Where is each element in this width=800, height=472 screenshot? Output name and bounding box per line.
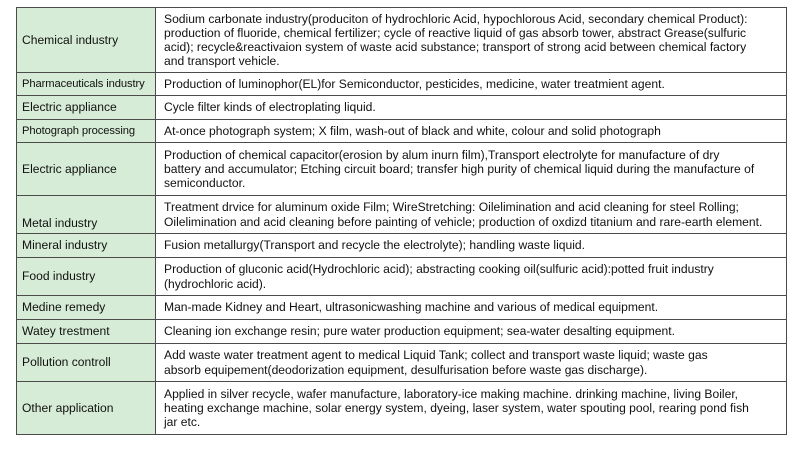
description-line: acid); recycle&reactivaion system of waste acid substance; transport of strong acid between chemical factory <box>164 40 747 54</box>
description-cell <box>156 382 787 435</box>
description-line: Add waste water treatment agent to medical Liquid Tank; collect and transport waste liquid; waste gas <box>164 348 708 363</box>
description-line: Production of luminophor(EL)for Semiconductor, pesticides, medicine, water treatmient agent. <box>164 76 665 91</box>
description-line: Oilelimination and acid cleaning before painting of vehicle; production of oxdizd titanium and rare-earth element. <box>164 214 763 229</box>
description-cell <box>156 73 787 96</box>
category-cell: Mineral industry <box>17 234 156 258</box>
description-line: Sodium carbonate industry(produciton of hydrochloric Acid, hypochlorous Acid, secondary chemical Product): <box>164 11 748 26</box>
description-line: Cycle filter kinds of electroplating liquid. <box>164 100 376 115</box>
table-row <box>17 8 787 73</box>
table-row <box>17 120 787 143</box>
description-line: Fusion metallurgy(Transport and recycle the electrolyte); handling waste liquid. <box>164 238 586 253</box>
description-line: and transport vehicle. <box>164 54 280 69</box>
description-cell <box>156 344 787 382</box>
description-cell <box>156 96 787 120</box>
description-line: Applied in silver recycle, wafer manufacture, laboratory-ice making machine. drinking machine, living Boiler, <box>164 386 739 401</box>
description-line: At-once photograph system; X film, wash-out of black and white, colour and solid photograph <box>164 123 661 138</box>
description-line: Production of chemical capacitor(erosion by alum inurn film),Transport electrolyte for manufacture of dry <box>164 147 720 162</box>
description-line: Production of gluconic acid(Hydrochloric acid); abstracting cooking oil(sulfuric acid):potted fruit industry <box>164 262 714 277</box>
description-cell <box>156 296 787 320</box>
category-cell: Medine remedy <box>17 296 156 320</box>
applications-table <box>16 7 787 435</box>
description-line: production of fluoride, chemical fertilizer; cycle of reactive liquid of gas absorb tower, abstract Grease(sulfuric <box>164 25 747 40</box>
table-row <box>17 196 787 234</box>
description-line: Man-made Kidney and Heart, ultrasonicwashing machine and various of medical equipment. <box>164 300 659 315</box>
table-row <box>17 382 787 435</box>
category-cell: Other application <box>17 382 156 435</box>
table-row <box>17 296 787 320</box>
applications-table-wrapper <box>16 7 786 435</box>
description-cell <box>156 258 787 296</box>
description-line: battery and accumulator; Etching circuit board; transfer high purity of chemical liquid during the manufacture of <box>164 161 755 176</box>
table-row <box>17 320 787 344</box>
category-cell: Watey trestment <box>17 320 156 344</box>
table-row <box>17 258 787 296</box>
description-line: jar etc. <box>164 415 201 430</box>
description-line: (hydrochloric acid). <box>164 276 267 291</box>
description-cell <box>156 143 787 196</box>
description-cell <box>156 8 787 73</box>
table-row <box>17 234 787 258</box>
table-row <box>17 143 787 196</box>
description-line: Treatment drvice for aluminum oxide Film; WireStretching: Oilelimination and acid cleaning for steel Rolling; <box>164 200 739 215</box>
category-cell: Food industry <box>17 258 156 296</box>
description-cell <box>156 320 787 344</box>
description-cell <box>156 234 787 258</box>
description-line: semiconductor. <box>164 176 246 191</box>
category-cell: Chemical industry <box>17 8 156 73</box>
category-cell: Photograph processing <box>17 120 156 143</box>
category-cell: Pollution controll <box>17 344 156 382</box>
description-line: heating exchange machine, solar energy system, dyeing, laser system, water spouting pool, rearing pond fish <box>164 400 749 415</box>
table-row <box>17 96 787 120</box>
table-row <box>17 73 787 96</box>
description-line: Cleaning ion exchange resin; pure water production equipment; sea-water desalting equipment. <box>164 324 675 339</box>
table-row <box>17 344 787 382</box>
description-cell <box>156 120 787 143</box>
category-cell: Pharmaceuticals industry <box>17 73 156 96</box>
description-line: absorb equipement(deodorization equipment, desulfurisation before waste gas discharge). <box>164 362 648 377</box>
category-cell: Metal industry <box>17 196 156 234</box>
description-cell <box>156 196 787 234</box>
category-cell: Electric appliance <box>17 143 156 196</box>
category-cell: Electric appliance <box>17 96 156 120</box>
